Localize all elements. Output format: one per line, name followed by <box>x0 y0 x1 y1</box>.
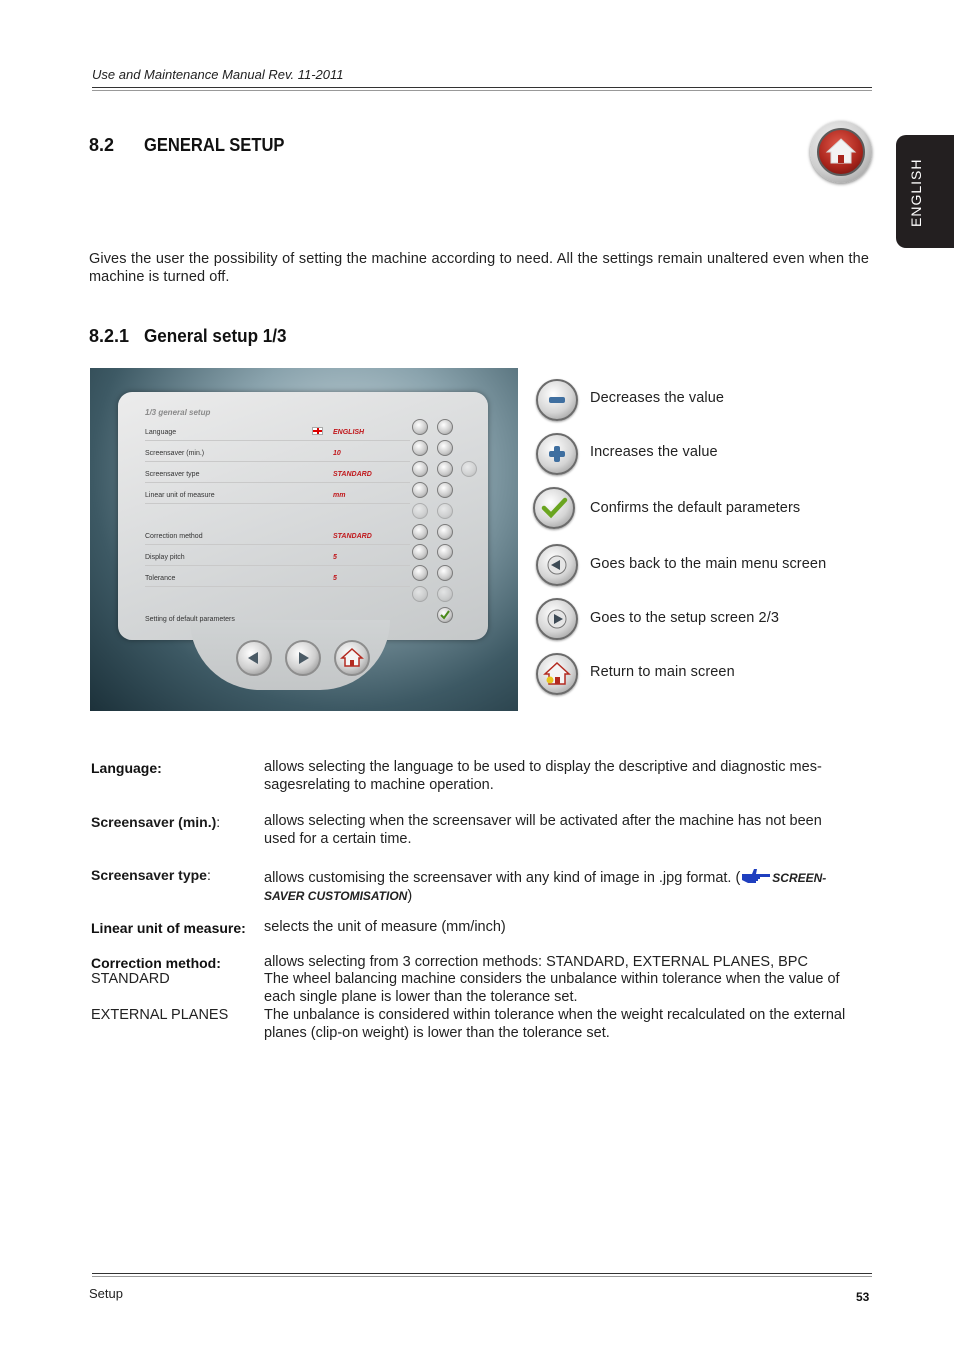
footer-rule <box>92 1273 872 1274</box>
plus-button <box>437 440 453 456</box>
setup-row-label: Setting of default parameters <box>145 616 235 623</box>
definition-term: Language: <box>91 760 162 776</box>
sub-definition-term: EXTERNAL PLANES <box>91 1007 229 1023</box>
minus-button <box>412 503 428 519</box>
setup-row-value: ENGLISH <box>333 429 365 436</box>
sub-definition-term: STANDARD <box>91 971 170 987</box>
plus-button <box>437 524 453 540</box>
legend-text: Return to main screen <box>590 664 735 680</box>
setup-row-label: Screensaver (min.) <box>145 450 205 457</box>
definition-term-row: Screensaver (min.): <box>91 814 221 830</box>
plus-button <box>437 419 453 435</box>
minus-button <box>412 524 428 540</box>
header-rule <box>92 87 872 88</box>
subsection-title: General setup 1/3 <box>144 326 287 346</box>
legend-text: Decreases the value <box>590 390 725 406</box>
page-number: 53 <box>856 1290 870 1304</box>
definition-text: selects the unit of measure (mm/inch) <box>264 919 506 935</box>
setup-row-value: mm <box>333 492 346 499</box>
legend-text: Increases the value <box>590 444 718 460</box>
plus-icon <box>536 433 578 475</box>
plus-button <box>437 461 453 477</box>
setup-row-value: 5 <box>333 554 337 561</box>
setup-row-value: STANDARD <box>333 533 372 540</box>
footer-rule-thin <box>92 1276 872 1277</box>
confirm-button <box>437 607 453 623</box>
setup-screen-image <box>90 368 518 711</box>
plus-button <box>437 482 453 498</box>
minus-button <box>412 482 428 498</box>
plus-button <box>437 544 453 560</box>
plus-button <box>437 565 453 581</box>
definition-term-row: Screensaver type: <box>91 867 211 883</box>
setup-row-label: Correction method <box>145 533 203 540</box>
legend-text: Goes back to the main menu screen <box>590 556 827 572</box>
definition-term: Correction method: <box>91 955 221 971</box>
forward-arrow-icon <box>536 598 578 640</box>
setup-row-label: Display pitch <box>145 554 185 561</box>
section-number: 8.2 <box>89 135 115 155</box>
subsection-number: 8.2.1 <box>89 326 130 346</box>
setup-row-value: STANDARD <box>333 471 372 478</box>
section-title: GENERAL SETUP <box>144 135 285 155</box>
setup-row-label: Linear unit of measure <box>145 492 215 499</box>
setup-row-label: Tolerance <box>145 575 176 582</box>
checkmark-icon <box>533 487 575 529</box>
minus-button <box>412 419 428 435</box>
home-icon <box>810 121 872 183</box>
minus-icon <box>536 379 578 421</box>
definition-text: allows customising the screensaver with any kind of image in .jpg format. ( SCREEN- SAVER CUSTOMISATION) <box>264 866 874 905</box>
definition-term: Screensaver type <box>91 867 207 883</box>
minus-button <box>412 544 428 560</box>
intro-paragraph: Gives the user the possibility of setting the machine according to need. All the settings remain unaltered even when the machine is turned off. <box>89 251 869 285</box>
definition-text: allows selecting the language to be used to display the descriptive and diagnostic mes- sagesrelating to machine operation. <box>264 759 822 793</box>
forward-button <box>285 640 321 676</box>
pointing-hand-icon <box>740 866 772 886</box>
home-icon <box>536 653 578 695</box>
definition-text: allows selecting from 3 correction methods: STANDARD, EXTERNAL PLANES, BPC <box>264 954 808 970</box>
footer-section: Setup <box>89 1286 123 1301</box>
legend-text: Confirms the default parameters <box>590 500 801 516</box>
sub-definition-text: The unbalance is considered within tolerance when the weight recalculated on the external planes (clip-on weight) is lower than the tolerance set. <box>264 1007 846 1041</box>
language-tab <box>896 135 954 248</box>
setup-row-value: 10 <box>333 450 341 457</box>
setup-row-label: Language <box>145 429 177 436</box>
minus-button <box>412 461 428 477</box>
home-button <box>334 640 370 676</box>
plus-button <box>437 586 453 602</box>
definition-term: Screensaver (min.) <box>91 814 217 830</box>
definition-term: Linear unit of measure: <box>91 920 246 936</box>
minus-button <box>412 565 428 581</box>
setup-screen-title: 1/3 general setup <box>145 408 211 417</box>
minus-button <box>412 586 428 602</box>
sub-definition-text: The wheel balancing machine considers the unbalance within tolerance when the value of each single plane is lower than the tolerance set. <box>264 971 840 1005</box>
back-button <box>236 640 272 676</box>
setup-row-label: Screensaver type <box>145 471 200 478</box>
setup-row-value: 5 <box>333 575 337 582</box>
plus-button <box>437 503 453 519</box>
definition-text: allows selecting when the screensaver will be activated after the machine has not been used for a certain time. <box>264 813 822 847</box>
legend-text: Goes to the setup screen 2/3 <box>590 610 779 626</box>
language-tab-label: ENGLISH <box>908 158 924 227</box>
uk-flag-icon <box>312 427 323 435</box>
manual-header: Use and Maintenance Manual Rev. 11-2011 <box>92 67 344 82</box>
minus-button <box>412 440 428 456</box>
back-arrow-icon <box>536 544 578 586</box>
header-rule-thin <box>92 90 872 91</box>
edit-button <box>461 461 477 477</box>
